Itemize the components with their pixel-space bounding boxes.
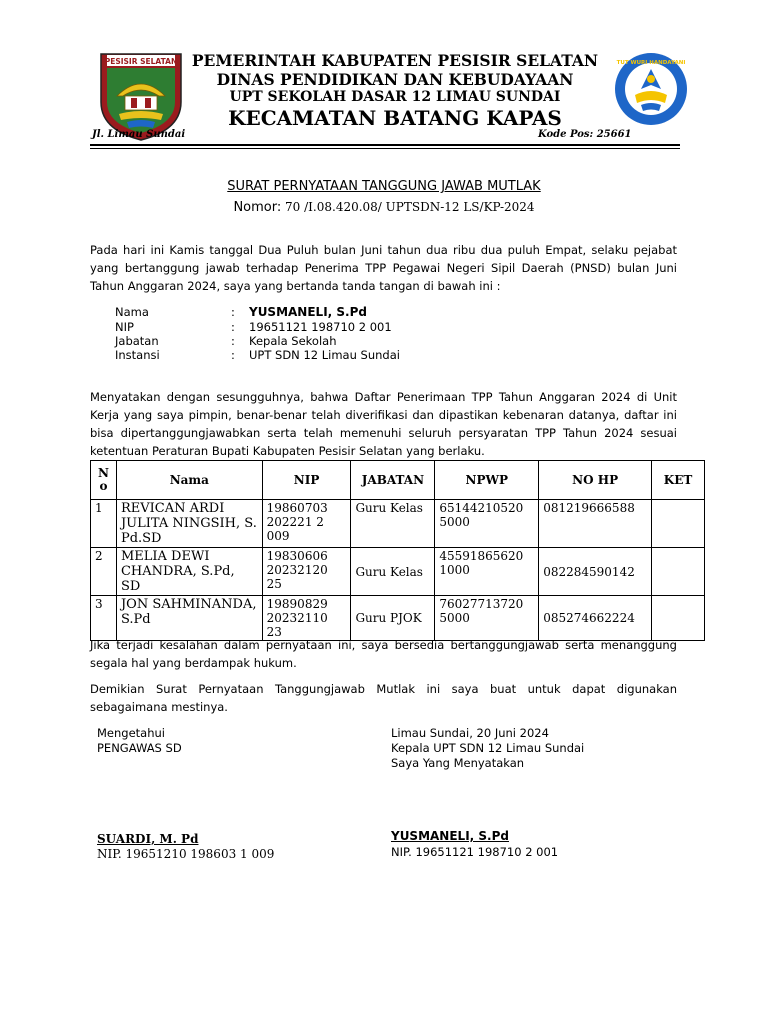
identity-nip-label: NIP bbox=[115, 320, 134, 334]
table-cell-no: 3 bbox=[91, 596, 117, 641]
letterhead-postal-code: Kode Pos: 25661 bbox=[538, 129, 632, 140]
table-header-nip: NIP bbox=[262, 461, 351, 500]
logo-left-text: PESISIR SELATAN bbox=[104, 57, 178, 66]
identity-name-value: YUSMANELI, S.Pd bbox=[249, 305, 367, 319]
identity-position-colon: : bbox=[231, 334, 235, 348]
table-cell-position: Guru Kelas bbox=[351, 500, 435, 548]
table-row bbox=[91, 548, 705, 596]
table-cell-name: JON SAHMINANDA, S.Pd bbox=[116, 596, 262, 641]
table-cell-note bbox=[652, 596, 705, 641]
signature-left-name: SUARDI, M. Pd bbox=[97, 832, 199, 846]
table-cell-npwp: 76027713720 5000 bbox=[435, 596, 539, 641]
table-cell-position: Guru Kelas bbox=[351, 548, 435, 596]
table-cell-phone: 085274662224 bbox=[539, 596, 652, 641]
signature-right-title: Kepala UPT SDN 12 Limau Sundai bbox=[391, 741, 585, 755]
letterhead-divider bbox=[90, 144, 680, 146]
table-cell-npwp: 45591865620 1000 bbox=[435, 548, 539, 596]
table-header-phone: NO HP bbox=[539, 461, 652, 500]
table-cell-no: 2 bbox=[91, 548, 117, 596]
table-cell-phone: 082284590142 bbox=[539, 548, 652, 596]
table-cell-phone: 081219666588 bbox=[539, 500, 652, 548]
closing-paragraph-final: Demikian Surat Pernyataan Tanggungjawab Mutlak ini saya buat untuk dapat digunakan sebagaimana mestinya. bbox=[90, 682, 677, 714]
signature-left-acknowledged: Mengetahui bbox=[97, 726, 165, 740]
identity-name-colon: : bbox=[231, 305, 235, 319]
letterhead-address: Jl. Limau Sundai bbox=[92, 129, 186, 140]
signature-left-title: PENGAWAS SD bbox=[97, 741, 182, 755]
employee-table bbox=[90, 460, 705, 641]
identity-institution-label: Instansi bbox=[115, 348, 160, 362]
table-header-no: N o bbox=[91, 461, 117, 500]
table-cell-note bbox=[652, 500, 705, 548]
document-number-label: Nomor: bbox=[233, 200, 282, 215]
table-cell-npwp: 65144210520 5000 bbox=[435, 500, 539, 548]
statement-paragraph: Menyatakan dengan sesungguhnya, bahwa Daftar Penerimaan TPP Tahun Anggaran 2024 di Unit Kerja yang saya pimpin, benar-benar telah diverifikasi dan dipastikan kebenaran datanya, daftar ini bisa dipertanggungjawabkan serta telah memenuhi seluruh persyaratan TPP Tahun 2024 sesuai ketentuan Peraturan Bupati Kabupaten Pesisir Selatan yang berlaku. bbox=[90, 390, 677, 458]
letterhead-divider-thin bbox=[90, 148, 680, 149]
letterhead-district: KECAMATAN BATANG KAPAS bbox=[228, 106, 562, 130]
table-cell-note bbox=[652, 548, 705, 596]
table-row bbox=[91, 596, 705, 641]
identity-institution-colon: : bbox=[231, 348, 235, 362]
logo-right-text: TUT WURI HANDAYANI bbox=[616, 60, 686, 66]
table-cell-nip: 19860703 202221 2 009 bbox=[262, 500, 351, 548]
document-number bbox=[0, 196, 768, 215]
table-header-name: Nama bbox=[116, 461, 262, 500]
table-cell-name: REVICAN ARDI JULITA NINGSIH, S. Pd.SD bbox=[116, 500, 262, 548]
table-header-row bbox=[91, 461, 705, 500]
intro-paragraph: Pada hari ini Kamis tanggal Dua Puluh bulan Juni tahun dua ribu dua puluh Empat, selaku pejabat yang bertanggung jawab terhadap Penerima TPP Pegawai Negeri Sipil Daerah (PNSD) bulan Juni Tahun Anggaran 2024, saya yang bertanda tanda tangan di bawah ini : bbox=[90, 243, 677, 293]
letterhead-school: UPT SEKOLAH DASAR 12 LIMAU SUNDAI bbox=[229, 89, 561, 105]
table-cell-name: MELIA DEWI CHANDRA, S.Pd, SD bbox=[116, 548, 262, 596]
identity-position-value: Kepala Sekolah bbox=[249, 334, 337, 348]
table-cell-position: Guru PJOK bbox=[351, 596, 435, 641]
table-cell-no: 1 bbox=[91, 500, 117, 548]
signature-right-place-date: Limau Sundai, 20 Juni 2024 bbox=[391, 726, 549, 740]
table-row bbox=[91, 500, 705, 548]
signature-right-declarant: Saya Yang Menyatakan bbox=[391, 756, 525, 770]
letterhead-department: DINAS PENDIDIKAN DAN KEBUDAYAAN bbox=[216, 70, 574, 89]
letterhead-government: PEMERINTAH KABUPATEN PESISIR SELATAN bbox=[191, 51, 599, 70]
signature-right-nip: NIP. 19651121 198710 2 001 bbox=[391, 845, 559, 859]
table-header-position: JABATAN bbox=[351, 461, 435, 500]
document-title-text: SURAT PERNYATAAN TANGGUNG JAWAB MUTLAK bbox=[227, 179, 541, 194]
signature-left-nip: NIP. 19651210 198603 1 009 bbox=[97, 847, 275, 861]
table-cell-nip: 19830606 20232120 25 bbox=[262, 548, 351, 596]
signature-right-name: YUSMANELI, S.Pd bbox=[391, 829, 509, 843]
table-cell-nip: 19890829 20232110 23 bbox=[262, 596, 351, 641]
table-header-npwp: NPWP bbox=[435, 461, 539, 500]
document-title bbox=[0, 179, 768, 194]
identity-position-label: Jabatan bbox=[115, 334, 159, 348]
document-number-value: 70 /I.08.420.08/ UPTSDN-12 LS/KP-2024 bbox=[281, 200, 535, 214]
tut-wuri-handayani-logo bbox=[613, 51, 689, 127]
table-header-note: KET bbox=[652, 461, 705, 500]
identity-institution-value: UPT SDN 12 Limau Sundai bbox=[249, 348, 400, 362]
identity-nip-value: 19651121 198710 2 001 bbox=[249, 320, 392, 334]
closing-paragraph-liability: Jika terjadi kesalahan dalam pernyataan ini, saya bersedia bertanggungjawab serta menanggung segala hal yang berdampak hukum. bbox=[90, 638, 677, 670]
identity-name-label: Nama bbox=[115, 305, 149, 319]
identity-nip-colon: : bbox=[231, 320, 235, 334]
